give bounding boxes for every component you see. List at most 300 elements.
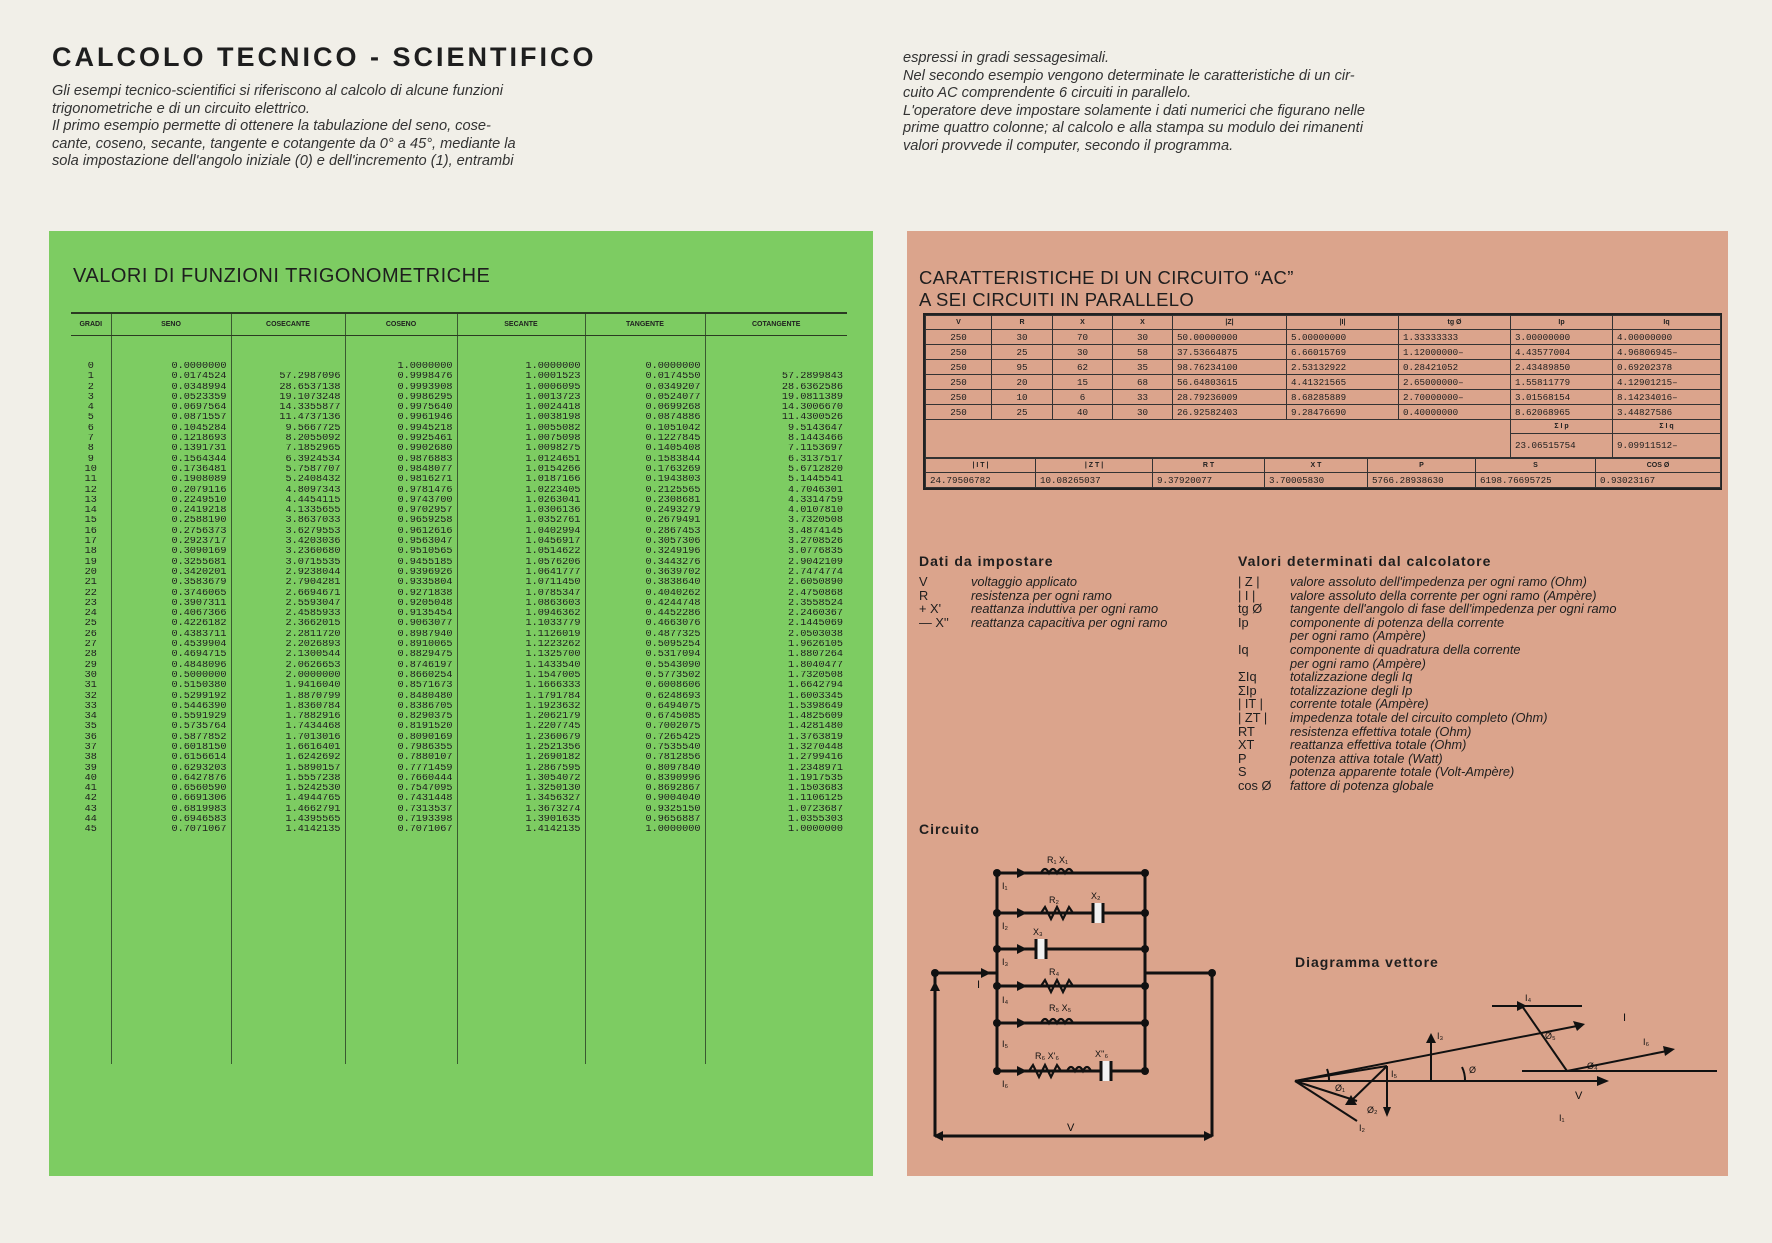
circuit-header-4: |Z| — [1173, 316, 1287, 330]
inputs-symbol: V — [919, 574, 928, 589]
circuit-header-7: Ip — [1511, 316, 1613, 330]
total-header-5: S — [1476, 459, 1596, 473]
total-header-3: X T — [1265, 459, 1368, 473]
trig-cell: 10 — [71, 465, 111, 475]
trig-cell: 0.8829475 — [345, 650, 457, 660]
trig-cell: 0.8692867 — [585, 784, 705, 794]
trig-cell: 0.4877325 — [585, 630, 705, 640]
trig-cell: 1.8807264 — [787, 650, 843, 661]
trig-row — [71, 815, 847, 825]
circuit-cell: 30 — [1053, 345, 1113, 360]
trig-cell: 2.1445069 — [787, 619, 843, 630]
outputs-text: valore assoluto della corrente per ogni ramo (Ampère) — [1290, 587, 1597, 603]
trig-cell: 0.3443276 — [585, 558, 705, 568]
trig-cell: 0.3838640 — [585, 578, 705, 588]
trig-cell: 0.6560590 — [111, 784, 231, 794]
trig-cell: 1.0785347 — [457, 589, 585, 599]
trig-cell: 0.9063077 — [345, 619, 457, 629]
label-r2: R₂ — [1049, 895, 1059, 905]
trig-cell: 0.9743700 — [345, 496, 457, 506]
trig-row — [71, 537, 847, 547]
vec-v: V — [1575, 1090, 1583, 1102]
circuit-cell: 98.76234100 — [1173, 360, 1287, 375]
outputs-text: reattanza effettiva totale (Ohm) — [1290, 737, 1467, 753]
trig-cell: 1.0024418 — [457, 403, 585, 413]
intro-text-left: Gli esempi tecnico-scientifici si riferiscono al calcolo di alcune funzioni trigonometriche e di un circuito elettrico. Il primo esempio permette di ottenere la tabulazione del seno, cose- cante, coseno, secante, tangente e cotangente da 0° a 45°, mediante la sola impostazione dell'angolo iniziale (0) e dell'incremento (1), entrambi — [52, 83, 516, 170]
trig-cell: 0.0523359 — [111, 393, 231, 403]
trig-cell: 30 — [71, 671, 111, 681]
trig-cell: 0.9396926 — [345, 568, 457, 578]
trig-cell: 1.4662791 — [231, 805, 345, 815]
vector-diagram-title: Diagramma vettore — [1295, 954, 1439, 970]
trig-cell: 0.3583679 — [111, 578, 231, 588]
outputs-title: Valori determinati dal calcolatore — [1238, 553, 1492, 569]
trig-cell: 1.1666333 — [457, 681, 585, 691]
trig-cell: 0.8987940 — [345, 630, 457, 640]
circuit-cell: 250 — [926, 360, 992, 375]
trig-cell: 0.4452286 — [585, 609, 705, 619]
trig-cell: 28.6362586 — [781, 382, 843, 393]
label-r6x6: R₆ X'₆ — [1035, 1051, 1059, 1061]
trig-cell: 0.0000000 — [111, 362, 231, 372]
circuit-cell: 25 — [992, 345, 1053, 360]
circuit-cell: 3.00000000 — [1511, 330, 1613, 345]
trig-cell: 1.1503683 — [787, 784, 843, 795]
trig-cell: 57.2899843 — [781, 372, 843, 383]
trig-cell: 4.0107810 — [787, 506, 843, 517]
trig-cell: 0.7812856 — [585, 753, 705, 763]
outputs-row — [1238, 575, 1718, 589]
trig-row — [71, 547, 847, 557]
trig-cell: 0.1045284 — [111, 424, 231, 434]
outputs-symbol: | IT | — [1238, 696, 1263, 712]
trig-cell: 0.7771459 — [345, 764, 457, 774]
outputs-text: resistenza effettiva totale (Ohm) — [1290, 723, 1472, 739]
trig-cell: 57.2987096 — [231, 372, 345, 382]
trig-cell: 41 — [71, 784, 111, 794]
trig-cell: 0.7265425 — [585, 733, 705, 743]
outputs-text: per ogni ramo (Ampère) — [1290, 628, 1426, 644]
total-cell-1: 10.08265037 — [1036, 473, 1153, 488]
trig-cell: 1.1033779 — [457, 619, 585, 629]
trig-cell: 16 — [71, 527, 111, 537]
inputs-text: voltaggio applicato — [971, 574, 1078, 589]
trig-cell: 1.0352761 — [457, 516, 585, 526]
trig-cell: 0.9993908 — [345, 383, 457, 393]
trig-cell: 1.0514622 — [457, 547, 585, 557]
trig-cell: 1.0124651 — [457, 455, 585, 465]
circuit-header-5: |I| — [1287, 316, 1399, 330]
trig-row — [71, 362, 847, 372]
trig-cell: 1.1325700 — [457, 650, 585, 660]
trig-row — [71, 434, 847, 444]
trig-cell: 3 — [71, 393, 111, 403]
trig-cell: 2.0503038 — [787, 629, 843, 640]
trig-row — [71, 444, 847, 454]
intro-text-right: espressi in gradi sessagesimali. Nel secondo esempio vengono determinate le caratteristiche di un cir- cuito AC comprendente 6 circuiti in parallelo. L'operatore deve impostare solamente i dati numerici che figurano nelle prime quattro colonne; al calcolo e alla stampa su modulo dei rimanenti valori provvede il computer, secondo il programma. — [903, 50, 1365, 154]
trig-cell: 38 — [71, 753, 111, 763]
vec-phi4: Ø₄ — [1587, 1061, 1598, 1071]
trig-cell: 2.4750868 — [787, 588, 843, 599]
trig-cell: 0.6293203 — [111, 764, 231, 774]
trig-cell: 0.9455185 — [345, 558, 457, 568]
trig-cell: 0.8097840 — [585, 764, 705, 774]
trig-cell: 0 — [71, 362, 111, 372]
circuit-results-frame — [923, 313, 1722, 490]
trig-cell: 28 — [71, 650, 111, 660]
trig-cell: 0.9975640 — [345, 403, 457, 413]
circuit-cell: 1.12000000– — [1399, 345, 1511, 360]
outputs-text: per ogni ramo (Ampère) — [1290, 655, 1426, 671]
trig-cell: 1.0863603 — [457, 599, 585, 609]
circuit-cell: 4.41321565 — [1287, 375, 1399, 390]
circuit-cell: 250 — [926, 375, 992, 390]
trig-cell: 0.7880107 — [345, 753, 457, 763]
trig-cell: 0.7071067 — [111, 825, 231, 835]
inputs-legend — [919, 575, 1209, 629]
trig-row — [71, 455, 847, 465]
trig-cell: 1.6242692 — [231, 753, 345, 763]
trig-cell: 1.0306136 — [457, 506, 585, 516]
trig-cell: 19.0811389 — [781, 392, 843, 403]
trig-row — [71, 733, 847, 743]
trig-cell: 1.3901635 — [457, 815, 585, 825]
trig-cell: 20 — [71, 568, 111, 578]
outputs-symbol: Iq — [1238, 641, 1249, 657]
trig-cell: 0.4694715 — [111, 650, 231, 660]
trig-cell: 0.0699268 — [585, 403, 705, 413]
trig-row — [71, 486, 847, 496]
trig-cell: 7.1852965 — [231, 444, 345, 454]
circuit-cell: 70 — [1053, 330, 1113, 345]
label-x3: X₃ — [1033, 927, 1043, 937]
trig-cell: 0.9702957 — [345, 506, 457, 516]
trig-cell: 1.0000000 — [345, 362, 457, 372]
trig-cell: 1.4944765 — [231, 794, 345, 804]
circuit-cell: 40 — [1053, 405, 1113, 420]
sum-iq-label: Σ I q — [1613, 420, 1721, 434]
outputs-row — [1238, 643, 1718, 657]
trig-row — [71, 372, 847, 382]
total-header-6: COS Ø — [1596, 459, 1721, 473]
trig-cell: 0.9961946 — [345, 413, 457, 423]
trig-cell: 0.9848077 — [345, 465, 457, 475]
trig-cell: 14.3355877 — [231, 403, 345, 413]
label-r4: R₄ — [1049, 967, 1060, 977]
trig-cell: 0.4226182 — [111, 619, 231, 629]
trig-cell: 2.7474774 — [787, 567, 843, 578]
trig-row — [71, 692, 847, 702]
trig-row — [71, 630, 847, 640]
trig-cell — [705, 362, 847, 372]
trig-cell: 2.0626653 — [231, 661, 345, 671]
trig-cell: 1.0000000 — [787, 825, 843, 836]
trig-cell: 1.2867595 — [457, 764, 585, 774]
trig-cell: 0.3090169 — [111, 547, 231, 557]
vec-phi5: Ø₅ — [1545, 1031, 1556, 1041]
trig-cell: 0.2249510 — [111, 496, 231, 506]
vec-phi1: Ø₁ — [1335, 1083, 1346, 1093]
trig-cell: 0.3255681 — [111, 558, 231, 568]
trig-cell: 26 — [71, 630, 111, 640]
trig-cell: 0.1227845 — [585, 434, 705, 444]
circuit-cell: 15 — [1053, 375, 1113, 390]
trig-cell: 0.8910065 — [345, 640, 457, 650]
trig-row — [71, 712, 847, 722]
outputs-symbol: | I | — [1238, 587, 1256, 603]
trig-cell: 1.2348971 — [787, 763, 843, 774]
label-v: V — [1067, 1122, 1075, 1134]
trig-row — [71, 506, 847, 516]
trig-cell: 2.2026893 — [231, 640, 345, 650]
circuit-cell: 28.79236009 — [1173, 390, 1287, 405]
outputs-text: componente di potenza della corrente — [1290, 614, 1505, 630]
trig-cell: 0.9563047 — [345, 537, 457, 547]
trig-cell: 0.5591929 — [111, 712, 231, 722]
trig-cell: 0.6018150 — [111, 743, 231, 753]
trig-cell: 0.7193398 — [345, 815, 457, 825]
trig-cell: 35 — [71, 722, 111, 732]
trig-cell: 23 — [71, 599, 111, 609]
trig-cell: 1.0456917 — [457, 537, 585, 547]
trig-cell: 43 — [71, 805, 111, 815]
trig-cell: 4 — [71, 403, 111, 413]
trig-cell: 0.2419218 — [111, 506, 231, 516]
inputs-text: reattanza induttiva per ogni ramo — [971, 601, 1159, 617]
circuit-totals-table — [925, 458, 1721, 488]
trig-cell: 0.0874886 — [585, 413, 705, 423]
trig-row — [71, 578, 847, 588]
trig-cell: 0.9335804 — [345, 578, 457, 588]
trig-cell: 14.3006670 — [781, 403, 843, 414]
circuit-cell: 35 — [1113, 360, 1173, 375]
trig-cell: 0.4663076 — [585, 619, 705, 629]
circuit-cell: 6.66015769 — [1287, 345, 1399, 360]
trig-cell: 2.6694671 — [231, 589, 345, 599]
inputs-symbol: + X' — [919, 601, 942, 617]
inputs-row — [919, 602, 1209, 616]
trig-row — [71, 743, 847, 753]
trig-cell: 3.2360680 — [231, 547, 345, 557]
trig-cell: 1.0000000 — [585, 825, 705, 835]
circuit-cell: 30 — [1113, 405, 1173, 420]
trig-cell: 0.7313537 — [345, 805, 457, 815]
trig-cell: 27 — [71, 640, 111, 650]
trig-cell: 2.9042109 — [787, 557, 843, 568]
trig-cell: 13 — [71, 496, 111, 506]
trig-cell: 1.2799416 — [787, 753, 843, 764]
trig-cell: 5.1445541 — [787, 475, 843, 486]
trig-cell: 11.4300526 — [781, 413, 843, 424]
trig-cell: 0.9205048 — [345, 599, 457, 609]
trig-cell: 1.1126019 — [457, 630, 585, 640]
trig-cell — [231, 362, 345, 372]
outputs-symbol: | ZT | — [1238, 709, 1268, 725]
trig-cell: 0.3057306 — [585, 537, 705, 547]
circuit-cell: 0.40000000 — [1399, 405, 1511, 420]
outputs-text: potenza apparente totale (Volt-Ampère) — [1290, 764, 1515, 780]
trig-cell: 4.1335655 — [231, 506, 345, 516]
trig-cell: 0.5446390 — [111, 702, 231, 712]
trig-cell: 19 — [71, 558, 111, 568]
circuit-cell: 9.28476690 — [1287, 405, 1399, 420]
inputs-row — [919, 575, 1209, 589]
trig-cell: 0.2125565 — [585, 486, 705, 496]
circuit-cell: 58 — [1113, 345, 1173, 360]
trig-cell: 0.3907311 — [111, 599, 231, 609]
trig-cell: 18 — [71, 547, 111, 557]
circuit-schematic — [907, 851, 1227, 1156]
outputs-text: tangente dell'angolo di fase dell'impedenza per ogni ramo — [1290, 601, 1617, 617]
label-i6: I₆ — [1002, 1079, 1009, 1089]
trig-cell: 1.6642794 — [787, 681, 843, 692]
circuit-cell: 5.00000000 — [1287, 330, 1399, 345]
trig-table-frame — [71, 312, 847, 1162]
trig-cell: 0.1218693 — [111, 434, 231, 444]
label-x2: X₂ — [1091, 891, 1101, 901]
trig-row — [71, 825, 847, 835]
outputs-text: componente di quadratura della corrente — [1290, 641, 1521, 657]
trig-cell: 0.7535540 — [585, 743, 705, 753]
trig-row — [71, 465, 847, 475]
trig-cell: 0.1908089 — [111, 475, 231, 485]
trig-cell: 4.4454115 — [231, 496, 345, 506]
trig-cell: 0.5877852 — [111, 733, 231, 743]
circuit-cell: 8.62068965 — [1511, 405, 1613, 420]
total-header-2: R T — [1153, 459, 1265, 473]
trig-cell: 0.7547095 — [345, 784, 457, 794]
trig-cell: 37 — [71, 743, 111, 753]
trig-header-2: COSECANTE — [231, 313, 345, 336]
trig-cell: 1.3054072 — [457, 774, 585, 784]
trig-cell: 24 — [71, 609, 111, 619]
circuit-cell: 30 — [1113, 330, 1173, 345]
circuit-cell: 0.69202378 — [1613, 360, 1721, 375]
trig-row — [71, 753, 847, 763]
label-i2: I₂ — [1002, 921, 1008, 931]
trig-cell: 19.1073248 — [231, 393, 345, 403]
trig-cell: 0.4383711 — [111, 630, 231, 640]
trig-cell: 0.3639702 — [585, 568, 705, 578]
trig-cell: 0.8571673 — [345, 681, 457, 691]
trig-cell: 1.2690182 — [457, 753, 585, 763]
trig-row — [71, 496, 847, 506]
trig-cell: 1.7434468 — [231, 722, 345, 732]
trig-cell: 1.1917535 — [787, 773, 843, 784]
trig-cell: 11 — [71, 475, 111, 485]
trig-cell: 0.9612616 — [345, 527, 457, 537]
trig-cell: 0.3420201 — [111, 568, 231, 578]
trig-cell: 1.6003345 — [787, 691, 843, 702]
trig-cell: 0.6156614 — [111, 753, 231, 763]
label-i: I — [977, 979, 981, 991]
trig-cell: 4.3314759 — [787, 495, 843, 506]
trig-cell: 0.1583844 — [585, 455, 705, 465]
trig-cell: 0.0348994 — [111, 383, 231, 393]
trig-header-6: COTANGENTE — [705, 313, 847, 336]
trig-cell: 0.8386705 — [345, 702, 457, 712]
outputs-text: impedenza totale del circuito completo (Ohm) — [1290, 709, 1548, 725]
trig-cell: 31 — [71, 681, 111, 691]
trig-cell: 0.9325150 — [585, 805, 705, 815]
circuit-cell: 62 — [1053, 360, 1113, 375]
trig-cell: 1.0711450 — [457, 578, 585, 588]
trig-cell: 21 — [71, 578, 111, 588]
trig-cell: 1.8870799 — [231, 692, 345, 702]
trig-cell: 1.2207745 — [457, 722, 585, 732]
trig-row — [71, 558, 847, 568]
trig-cell: 39 — [71, 764, 111, 774]
trig-cell: 1.0402994 — [457, 527, 585, 537]
trig-cell: 22 — [71, 589, 111, 599]
trig-cell: 0.9510565 — [345, 547, 457, 557]
trig-cell: 42 — [71, 794, 111, 804]
outputs-row — [1238, 779, 1718, 793]
vec-phi: Ø — [1469, 1065, 1477, 1075]
trig-cell: 2.2811720 — [231, 630, 345, 640]
trig-row — [71, 784, 847, 794]
trig-row — [71, 640, 847, 650]
trig-cell: 0.9876883 — [345, 455, 457, 465]
trig-cell: 1.0000000 — [457, 362, 585, 372]
trig-cell: 1.0641777 — [457, 568, 585, 578]
outputs-symbol: | Z | — [1238, 574, 1260, 589]
outputs-symbol: Ip — [1238, 614, 1249, 630]
trig-cell: 1.0576206 — [457, 558, 585, 568]
trig-cell: 0.2867453 — [585, 527, 705, 537]
trig-cell: 0.5735764 — [111, 722, 231, 732]
trig-row — [71, 764, 847, 774]
total-cell-6: 0.93023167 — [1596, 473, 1721, 488]
total-cell-2: 9.37920077 — [1153, 473, 1265, 488]
trig-cell: 1.0355303 — [787, 815, 843, 826]
trig-row — [71, 650, 847, 660]
label-x6c: X''₆ — [1095, 1049, 1109, 1059]
circuit-row — [926, 405, 1721, 420]
trig-cell: 1.6616401 — [231, 743, 345, 753]
trig-cell: 3.4203036 — [231, 537, 345, 547]
sum-ip-value: 23.06515754 — [1511, 434, 1613, 458]
outputs-symbol: XT — [1238, 737, 1255, 753]
trig-cell: 5.7587707 — [231, 465, 345, 475]
trig-cell: 6.3924534 — [231, 455, 345, 465]
trig-cell: 1.8360784 — [231, 702, 345, 712]
trig-cell: 2.6050890 — [787, 578, 843, 589]
circuit-cell: 2.53132922 — [1287, 360, 1399, 375]
trig-cell: 44 — [71, 815, 111, 825]
trig-header-3: COSENO — [345, 313, 457, 336]
trig-cell: 0.9986295 — [345, 393, 457, 403]
trig-cell: 6 — [71, 424, 111, 434]
trig-cell: 0.4244748 — [585, 599, 705, 609]
trig-row — [71, 609, 847, 619]
trig-cell: 1.5557238 — [231, 774, 345, 784]
circuit-row — [926, 390, 1721, 405]
trig-cell: 0.6248693 — [585, 692, 705, 702]
circuit-cell: 10 — [992, 390, 1053, 405]
trig-cell: 1.0263041 — [457, 496, 585, 506]
circuit-cell: 4.43577004 — [1511, 345, 1613, 360]
trig-cell: 0.7660444 — [345, 774, 457, 784]
total-cell-5: 6198.76695725 — [1476, 473, 1596, 488]
outputs-row — [1238, 738, 1718, 752]
circuit-header-8: Iq — [1613, 316, 1721, 330]
circuit-cell: 68 — [1113, 375, 1173, 390]
trig-cell: 11.4737136 — [231, 413, 345, 423]
circuit-cell: 4.96806945– — [1613, 345, 1721, 360]
trig-cell: 1.7882916 — [231, 712, 345, 722]
trig-cell: 2.7904281 — [231, 578, 345, 588]
